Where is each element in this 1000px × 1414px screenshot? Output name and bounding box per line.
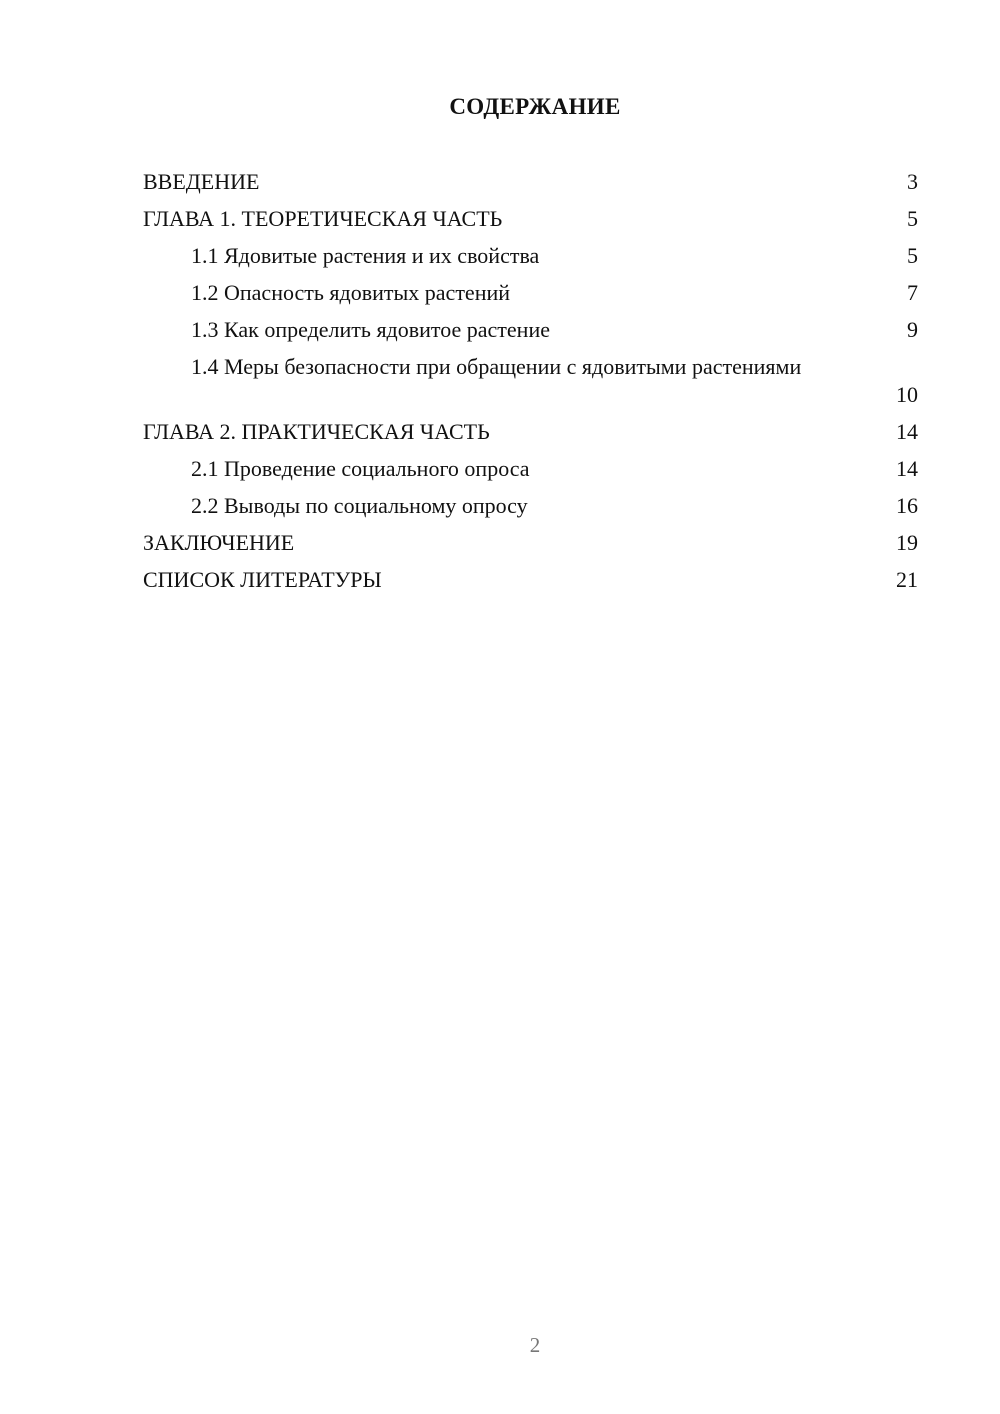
toc-entry-page: 3 — [907, 169, 918, 194]
page-number: 2 — [529, 1333, 541, 1357]
toc-entry-page: 19 — [896, 530, 918, 555]
toc-entry-page: 21 — [896, 567, 918, 592]
toc-entry-chapter-2 — [143, 418, 918, 455]
toc-entry-page: 7 — [907, 280, 918, 305]
toc-entry-page: 14 — [896, 456, 918, 481]
toc-entry-section-2-2 — [143, 492, 918, 529]
toc-entry-page: 9 — [907, 317, 918, 342]
toc-entry-section-1-3 — [143, 316, 918, 353]
toc-entry-references — [143, 566, 918, 603]
toc-entry-page: 5 — [907, 243, 918, 268]
toc-entry-conclusion — [143, 529, 918, 566]
toc-entry-page: 14 — [896, 419, 918, 444]
toc-entry-page: 10 — [896, 382, 918, 407]
toc-entry-label: 1.2 Опасность ядовитых растений — [191, 280, 511, 305]
toc-entry-label: ГЛАВА 2. ПРАКТИЧЕСКАЯ ЧАСТЬ — [143, 419, 490, 444]
toc-entry-page: 16 — [896, 493, 918, 518]
toc-entry-page: 5 — [907, 206, 918, 231]
toc-entry-section-1-2 — [143, 279, 918, 316]
page-title: СОДЕРЖАНИЕ — [449, 94, 621, 119]
toc-entry-label: 2.2 Выводы по социальному опросу — [191, 493, 528, 518]
toc-entry-label: ЗАКЛЮЧЕНИЕ — [143, 530, 295, 555]
toc-entry-label: ГЛАВА 1. ТЕОРЕТИЧЕСКАЯ ЧАСТЬ — [143, 206, 503, 231]
toc-entry-chapter-1 — [143, 205, 918, 242]
toc-entry-section-1-1 — [143, 242, 918, 279]
toc-entry-label: ВВЕДЕНИЕ — [143, 169, 260, 194]
toc-entry-section-1-4 — [143, 353, 918, 418]
toc-entry-label: 1.4 Меры безопасности при обращении с ядовитыми растениями — [191, 354, 802, 379]
table-of-contents — [143, 168, 918, 603]
toc-entry-section-2-1 — [143, 455, 918, 492]
toc-entry-label: 1.3 Как определить ядовитое растение — [191, 317, 550, 342]
toc-entry-label: 1.1 Ядовитые растения и их свойства — [191, 243, 540, 268]
toc-entry-introduction — [143, 168, 918, 205]
toc-entry-label: 2.1 Проведение социального опроса — [191, 456, 530, 481]
toc-entry-label: СПИСОК ЛИТЕРАТУРЫ — [143, 567, 382, 592]
